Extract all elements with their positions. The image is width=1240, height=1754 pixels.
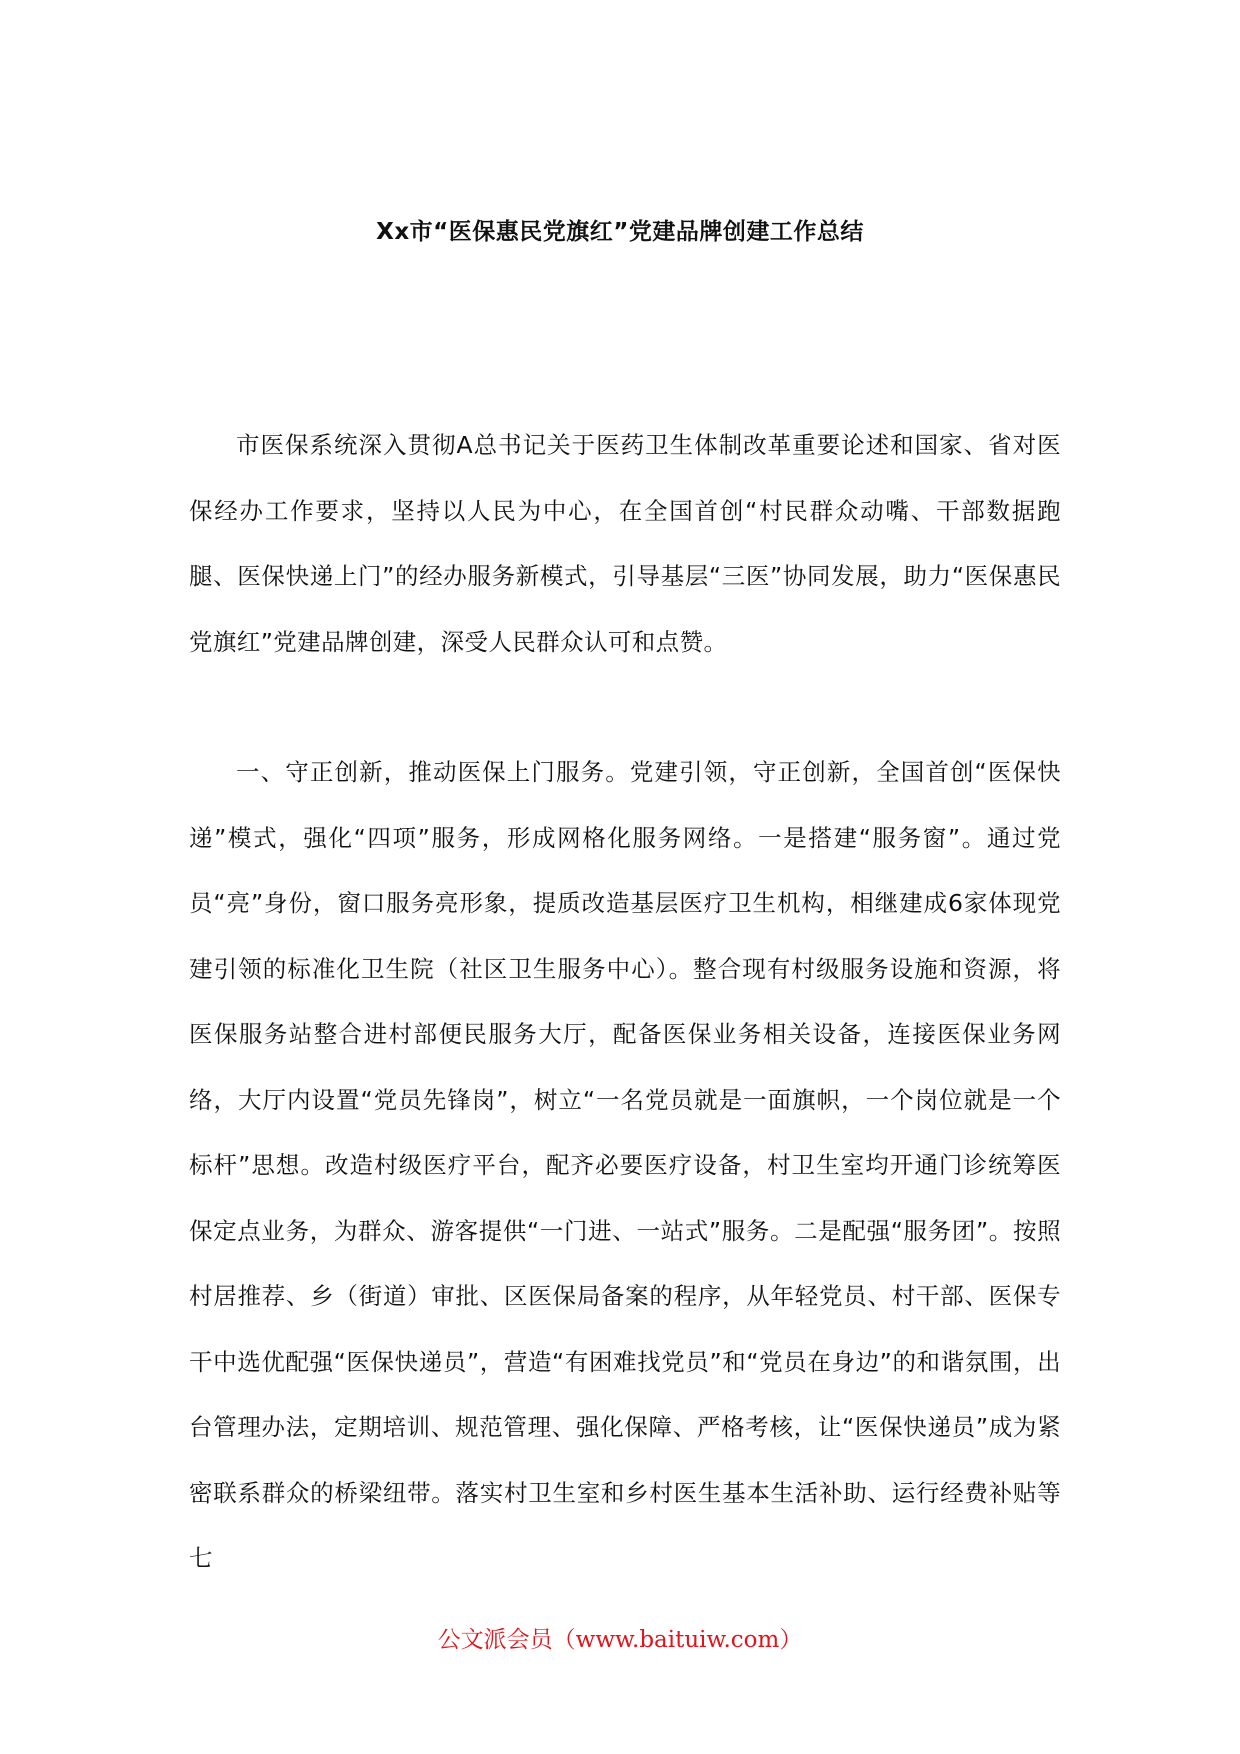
section-one-paragraph: 一、守正创新，推动医保上门服务。党建引领，守正创新，全国首创“医保快递”模式，强化“四项”服务，形成网格化服务网络。一是搭建“服务窗”。通过党员“亮”身份，窗口服务亮形象，提质改造基层医疗卫生机构，相继建成6家体现党建引领的标准化卫生院（社区卫生服务中心）。整合现有村级服务设施和资源，将医保服务站整合进村部便民服务大厅，配备医保业务相关设备，连接医保业务网络，大厅内设置“党员先锋岗”，树立“一名党员就是一面旗帜，一个岗位就是一个标杆”思想。改造村级医疗平台，配齐必要医疗设备，村卫生室均开通门诊统筹医保定点业务，为群众、游客提供“一门进、一站式”服务。二是配强“服务团”。按照村居推荐、乡（街道）审批、区医保局备案的程序，从年轻党员、村干部、医保专干中选优配强“医保快递员”，营造“有困难找党员”和“党员在身边”的和谐氛围，出台管理办法，定期培训、规范管理、强化保障、严格考核，让“医保快递员”成为紧密联系群众的桥梁纽带。落实村卫生室和乡村医生基本生活补助、运行经费补贴等七 xyxy=(189,758,1061,1572)
footer-label: 公文派会员（ xyxy=(437,1627,576,1653)
intro-paragraph: 市医保系统深入贯彻A总书记关于医药卫生体制改革重要论述和国家、省对医保经办工作要求，坚持以人民为中心，在全国首创“村民群众动嘴、干部数据跑腿、医保快递上门”的经办服务新模式，引导基层“三医”协同发展，助力“医保惠民党旗红”党建品牌创建，深受人民群众认可和点赞。 xyxy=(189,431,1061,656)
document-title: Xx市“医保惠民党旗红”党建品牌创建工作总结 xyxy=(376,219,864,245)
footer-site-link[interactable]: www.baituiw.com xyxy=(575,1627,780,1653)
footer-watermark xyxy=(0,1622,1240,1658)
footer-close-paren: ） xyxy=(779,1627,803,1653)
